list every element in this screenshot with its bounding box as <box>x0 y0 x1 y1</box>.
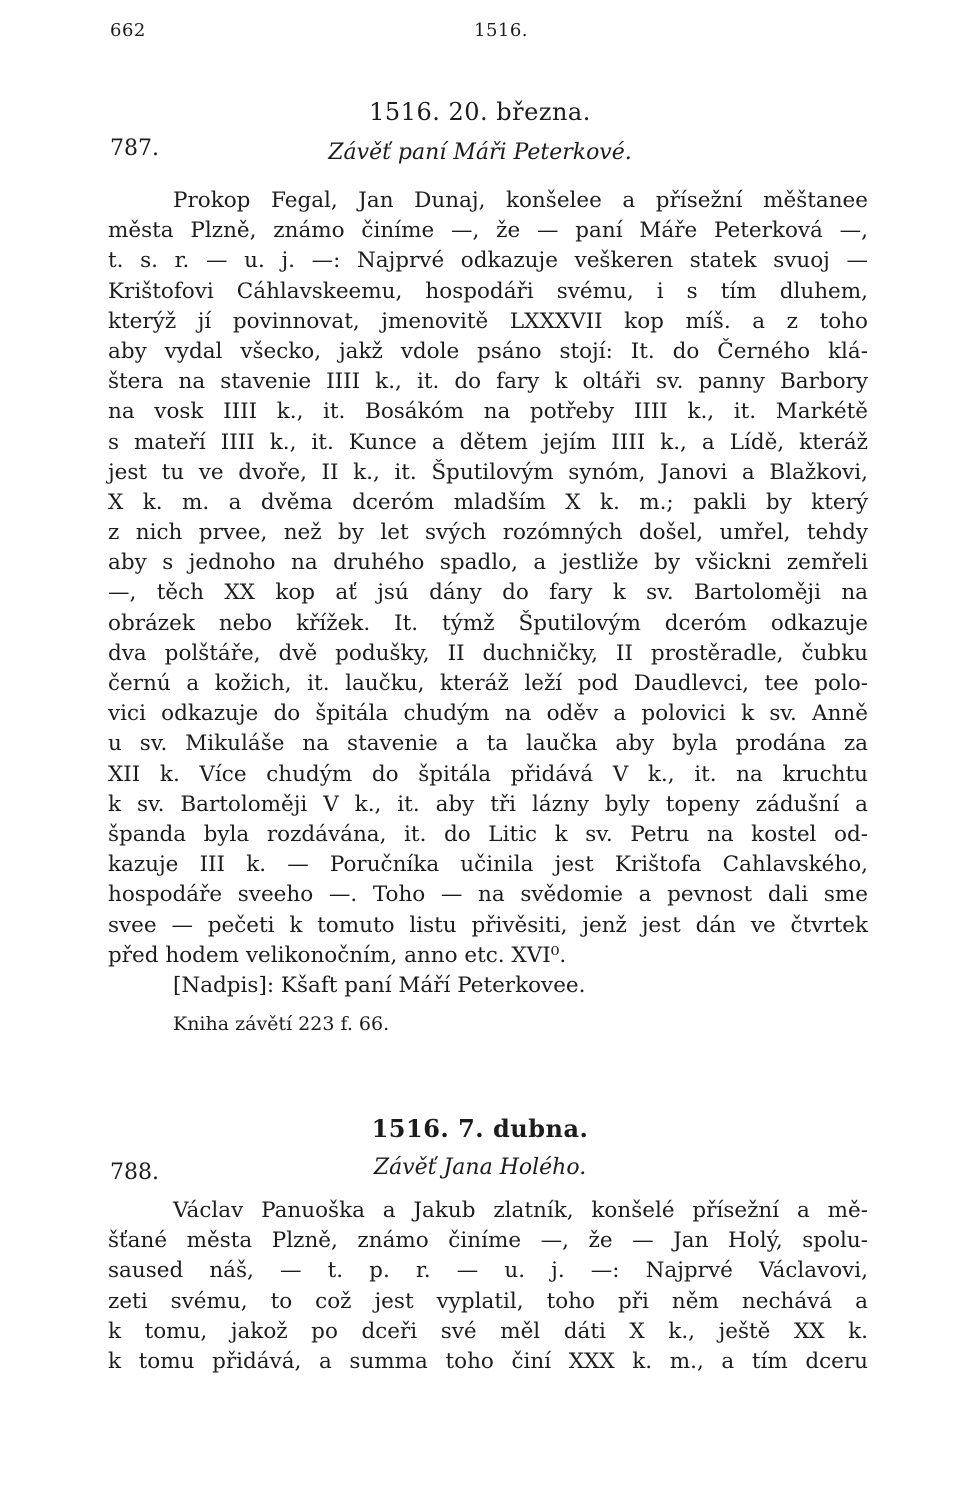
text-line: svee — pečeti k tomuto listu přivěsiti, jenž jest dán ve čtvrtek <box>108 912 868 938</box>
text-line: kazuje III k. — Poručníka učinila jest Krištofa Cahlavského, <box>108 852 868 878</box>
document-number: 788. <box>110 1160 159 1185</box>
text-line: černú a kožich, it. laučku, kteráž leží pod Daudlevci, tee polo- <box>108 671 868 696</box>
text-line: města Plzně, známo činíme —, že — paní Máře Peterková —, <box>108 218 868 244</box>
text-line: na vosk IIII k., it. Bosákóm na potřeby IIII k., it. Markétě <box>108 399 868 425</box>
text-line: saused náš, — t. p. r. — u. j. —: Najprvé Václavovi, <box>108 1258 868 1284</box>
text-line: aby vydal všecko, jakž vdole psáno stojí: It. do Černého klá- <box>108 338 868 364</box>
running-head-year: 1516. <box>474 20 529 41</box>
text-line: kterýž jí povinnovat, jmenovitě LXXXVII kop míš. a z toho <box>108 308 868 334</box>
text-line: s mateří IIII k., it. Kunce a dětem jejím IIII k., a Lídě, kteráž <box>108 429 868 455</box>
text-line: hospodáře sveeho —. Toho — na svědomie a pevnost dali sme <box>108 882 868 908</box>
text-line: XII k. Více chudým do špitála přidává V k., it. na kruchtu <box>108 761 868 787</box>
text-line: t. s. r. — u. j. —: Najprvé odkazuje veškeren statek svuoj — <box>108 248 868 274</box>
page-number: 662 <box>110 20 146 41</box>
document-title: Závěť paní Máři Peterkové. <box>328 140 632 165</box>
document-title: Závěť Jana Holého. <box>373 1155 587 1180</box>
text-line: z nich prvee, než by let svých rozómných došel, umřel, tehdy <box>108 520 868 546</box>
text-line: zeti svému, to což jest vyplatil, toho při něm nechává a <box>108 1288 868 1314</box>
text-line: obrázek nebo křížek. It. týmž Šputilovým dceróm odkazuje <box>108 610 868 636</box>
document-number: 787. <box>110 136 159 161</box>
text-line: —, těch XX kop ať jsú dány do fary k sv. Bartoloměji na <box>108 580 868 606</box>
text-line: dva polštáře, dvě podušky, II duchničky, II prostěradle, čubku <box>108 640 868 666</box>
text-line: aby s jednoho na druhého spadlo, a jestliže by všickni zemřeli <box>108 550 868 576</box>
document-date: 1516. 7. dubna. <box>371 1114 589 1143</box>
text-line: u sv. Mikuláše na stavenie a ta laučka aby byla prodána za <box>108 731 868 757</box>
source-citation: Kniha závětí 223 f. 66. <box>173 1013 390 1036</box>
text-line: šťané města Plzně, známo činíme —, že — Jan Holý, spolu- <box>108 1228 868 1254</box>
text-line: X k. m. a dvěma dceróm mladším X k. m.; pakli by který <box>108 489 868 515</box>
document-body <box>108 186 868 1039</box>
text-line: španda byla rozdávána, it. do Litic k sv. Petru na kostel od- <box>108 821 868 847</box>
text-line: vici odkazuje do špitála chudým na oděv a polovici k sv. Anně <box>108 701 868 727</box>
text-line: jest tu ve dvoře, II k., it. Šputilovým synóm, Janovi a Blažkovi, <box>108 459 868 485</box>
document-body <box>108 1196 868 1377</box>
text-line: k sv. Bartoloměji V k., it. aby tři lázny byly topeny zádušní a <box>108 791 868 817</box>
text-line: Krištofovi Cáhlavskeemu, hospodáři svému, i s tím dluhem, <box>108 278 868 304</box>
text-line: Václav Panuoška a Jakub zlatník, konšelé přísežní a mě- <box>173 1198 868 1223</box>
text-line: před hodem velikonočním, anno etc. XVI⁰. <box>108 942 567 968</box>
document-date: 1516. 20. března. <box>369 98 591 126</box>
text-line: k tomu, jakož po dceři své měl dáti X k., ještě XX k. <box>108 1318 868 1344</box>
text-line: k tomu přidává, a summa toho činí XXX k. m., a tím dceru <box>108 1348 868 1374</box>
text-line: štera na stavenie IIII k., it. do fary k oltáři sv. panny Barbory <box>108 369 868 395</box>
heading-note: [Nadpis]: Kšaft paní Máří Peterkovee. <box>173 972 586 998</box>
text-line: Prokop Fegal, Jan Dunaj, konšelee a přísežní měštanee <box>173 188 868 213</box>
